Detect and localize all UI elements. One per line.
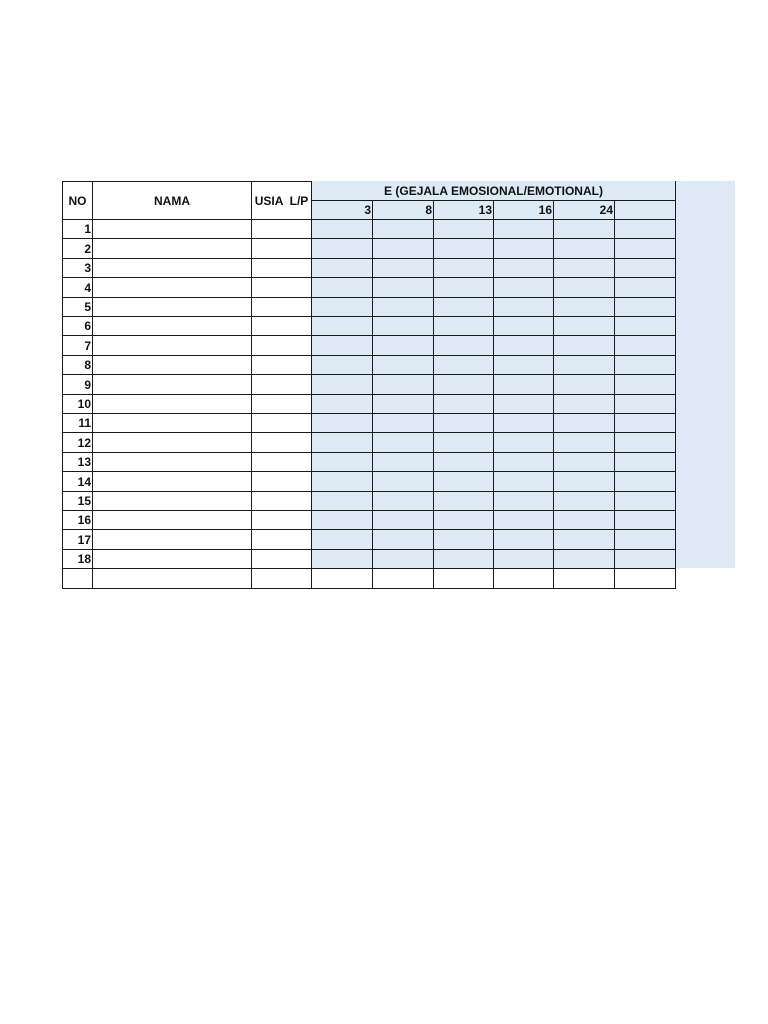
cell-score[interactable]: [615, 317, 676, 336]
cell-score[interactable]: [373, 569, 434, 589]
row-number: 1: [62, 220, 93, 239]
cell-score[interactable]: [615, 453, 676, 472]
cell-score[interactable]: [312, 356, 373, 375]
cell-score[interactable]: [554, 511, 615, 530]
cell-score[interactable]: [615, 220, 676, 239]
row-number: 15: [62, 492, 93, 511]
cell-score[interactable]: [615, 569, 676, 589]
cell-score[interactable]: [494, 278, 554, 298]
header-nama: NAMA: [93, 181, 252, 220]
cell-score[interactable]: [494, 569, 554, 589]
cell-nama[interactable]: [93, 472, 252, 492]
cell-score[interactable]: [554, 336, 615, 356]
cell-score[interactable]: [554, 278, 615, 298]
cell-score[interactable]: [434, 492, 494, 511]
subheader-col-5: 24: [554, 201, 615, 220]
row-number: 12: [62, 433, 93, 453]
cell-usia-lp[interactable]: [252, 433, 312, 453]
cell-score[interactable]: [494, 433, 554, 453]
cell-nama[interactable]: [93, 336, 252, 356]
cell-nama[interactable]: [93, 550, 252, 569]
cell-score[interactable]: [554, 530, 615, 550]
cell-score[interactable]: [615, 278, 676, 298]
cell-score[interactable]: [434, 414, 494, 433]
cell-score[interactable]: [615, 472, 676, 492]
cell-score[interactable]: [373, 453, 434, 472]
cell-score[interactable]: [434, 356, 494, 375]
cell-nama[interactable]: [93, 375, 252, 395]
cell-usia-lp[interactable]: [252, 395, 312, 414]
cell-score[interactable]: [554, 317, 615, 336]
cell-score[interactable]: [615, 239, 676, 259]
cell-score[interactable]: [494, 472, 554, 492]
cell-score[interactable]: [434, 395, 494, 414]
subheader-col-2: 8: [373, 201, 434, 220]
cell-nama[interactable]: [93, 395, 252, 414]
cell-nama[interactable]: [93, 492, 252, 511]
cell-usia-lp[interactable]: [252, 511, 312, 530]
cell-score[interactable]: [494, 550, 554, 569]
cell-nama[interactable]: [93, 278, 252, 298]
cell-score[interactable]: [494, 453, 554, 472]
cell-nama[interactable]: [93, 220, 252, 239]
cell-score[interactable]: [434, 239, 494, 259]
cell-score[interactable]: [312, 259, 373, 278]
cell-score[interactable]: [615, 550, 676, 569]
cell-score[interactable]: [494, 220, 554, 239]
cell-score[interactable]: [312, 414, 373, 433]
cell-score[interactable]: [615, 356, 676, 375]
cell-score[interactable]: [434, 511, 494, 530]
cell-score[interactable]: [312, 278, 373, 298]
cell-score[interactable]: [554, 569, 615, 589]
cell-score[interactable]: [434, 433, 494, 453]
row-number: 13: [62, 453, 93, 472]
cell-score[interactable]: [373, 356, 434, 375]
cell-nama[interactable]: [93, 298, 252, 317]
cell-score[interactable]: [373, 259, 434, 278]
cell-nama[interactable]: [93, 356, 252, 375]
cell-score[interactable]: [494, 239, 554, 259]
cell-score[interactable]: [554, 298, 615, 317]
subheader-col-1: 3: [312, 201, 373, 220]
shaded-column-extension: [675, 181, 735, 568]
cell-score[interactable]: [373, 414, 434, 433]
cell-nama[interactable]: [93, 511, 252, 530]
header-no: NO: [62, 181, 93, 220]
cell-score[interactable]: [373, 220, 434, 239]
cell-score[interactable]: [373, 511, 434, 530]
cell-usia-lp[interactable]: [252, 414, 312, 433]
cell-score[interactable]: [494, 336, 554, 356]
cell-score[interactable]: [373, 550, 434, 569]
cell-score[interactable]: [494, 259, 554, 278]
cell-score[interactable]: [494, 414, 554, 433]
cell-score[interactable]: [312, 472, 373, 492]
cell-score[interactable]: [373, 395, 434, 414]
cell-usia-lp[interactable]: [252, 278, 312, 298]
subheader-col-4: 16: [494, 201, 554, 220]
row-number: 5: [62, 298, 93, 317]
cell-score[interactable]: [494, 511, 554, 530]
cell-score[interactable]: [373, 239, 434, 259]
cell-score[interactable]: [373, 530, 434, 550]
row-number: 9: [62, 375, 93, 395]
cell-score[interactable]: [615, 375, 676, 395]
cell-score[interactable]: [554, 433, 615, 453]
cell-score[interactable]: [434, 472, 494, 492]
cell-score[interactable]: [434, 298, 494, 317]
cell-usia-lp[interactable]: [252, 472, 312, 492]
cell-score[interactable]: [373, 492, 434, 511]
cell-score[interactable]: [615, 414, 676, 433]
row-number: 6: [62, 317, 93, 336]
cell-score[interactable]: [312, 569, 373, 589]
cell-score[interactable]: [615, 259, 676, 278]
cell-nama[interactable]: [93, 569, 252, 589]
cell-usia-lp[interactable]: [252, 356, 312, 375]
row-number: 7: [62, 336, 93, 356]
cell-score[interactable]: [615, 433, 676, 453]
cell-nama[interactable]: [93, 239, 252, 259]
cell-score[interactable]: [373, 375, 434, 395]
row-number: [62, 569, 93, 589]
cell-score[interactable]: [434, 220, 494, 239]
cell-score[interactable]: [373, 298, 434, 317]
cell-nama[interactable]: [93, 317, 252, 336]
cell-score[interactable]: [494, 317, 554, 336]
cell-score[interactable]: [615, 298, 676, 317]
cell-score[interactable]: [494, 375, 554, 395]
row-number: 14: [62, 472, 93, 492]
cell-score[interactable]: [434, 375, 494, 395]
cell-score[interactable]: [312, 239, 373, 259]
cell-usia-lp[interactable]: [252, 336, 312, 356]
subheader-col-6: [615, 201, 676, 220]
cell-score[interactable]: [615, 511, 676, 530]
cell-usia-lp[interactable]: [252, 569, 312, 589]
cell-score[interactable]: [554, 472, 615, 492]
row-number: 3: [62, 259, 93, 278]
cell-score[interactable]: [434, 336, 494, 356]
row-number: 2: [62, 239, 93, 259]
header-usia-lp: USIA L/P: [252, 181, 312, 220]
cell-score[interactable]: [554, 395, 615, 414]
cell-score[interactable]: [312, 453, 373, 472]
cell-score[interactable]: [434, 453, 494, 472]
cell-score[interactable]: [312, 395, 373, 414]
cell-usia-lp[interactable]: [252, 259, 312, 278]
row-number: 10: [62, 395, 93, 414]
row-number: 8: [62, 356, 93, 375]
cell-score[interactable]: [615, 530, 676, 550]
cell-nama[interactable]: [93, 414, 252, 433]
cell-usia-lp[interactable]: [252, 530, 312, 550]
cell-usia-lp[interactable]: [252, 375, 312, 395]
cell-usia-lp[interactable]: [252, 317, 312, 336]
cell-score[interactable]: [373, 336, 434, 356]
cell-usia-lp[interactable]: [252, 550, 312, 569]
cell-score[interactable]: [434, 569, 494, 589]
header-group-emotional: E (GEJALA EMOSIONAL/EMOTIONAL): [312, 181, 676, 201]
cell-score[interactable]: [554, 356, 615, 375]
cell-score[interactable]: [554, 239, 615, 259]
cell-score[interactable]: [312, 511, 373, 530]
cell-score[interactable]: [554, 375, 615, 395]
cell-score[interactable]: [373, 317, 434, 336]
cell-score[interactable]: [373, 472, 434, 492]
cell-score[interactable]: [434, 550, 494, 569]
subheader-col-3: 13: [434, 201, 494, 220]
row-number: 18: [62, 550, 93, 569]
row-number: 11: [62, 414, 93, 433]
data-table: [62, 181, 676, 588]
cell-score[interactable]: [312, 530, 373, 550]
cell-score[interactable]: [554, 259, 615, 278]
cell-score[interactable]: [554, 492, 615, 511]
cell-nama[interactable]: [93, 530, 252, 550]
cell-score[interactable]: [312, 492, 373, 511]
cell-score[interactable]: [312, 298, 373, 317]
cell-score[interactable]: [615, 395, 676, 414]
row-number: 4: [62, 278, 93, 298]
cell-score[interactable]: [554, 414, 615, 433]
cell-nama[interactable]: [93, 259, 252, 278]
cell-score[interactable]: [312, 375, 373, 395]
cell-nama[interactable]: [93, 453, 252, 472]
cell-score[interactable]: [494, 298, 554, 317]
cell-score[interactable]: [434, 317, 494, 336]
cell-usia-lp[interactable]: [252, 453, 312, 472]
cell-score[interactable]: [494, 530, 554, 550]
cell-score[interactable]: [434, 530, 494, 550]
cell-score[interactable]: [494, 356, 554, 375]
cell-usia-lp[interactable]: [252, 298, 312, 317]
cell-score[interactable]: [373, 278, 434, 298]
cell-score[interactable]: [312, 433, 373, 453]
cell-nama[interactable]: [93, 433, 252, 453]
cell-score[interactable]: [373, 433, 434, 453]
cell-score[interactable]: [494, 492, 554, 511]
cell-score[interactable]: [434, 259, 494, 278]
cell-score[interactable]: [615, 336, 676, 356]
cell-score[interactable]: [434, 278, 494, 298]
row-number: 16: [62, 511, 93, 530]
cell-score[interactable]: [312, 317, 373, 336]
cell-usia-lp[interactable]: [252, 492, 312, 511]
cell-score[interactable]: [312, 220, 373, 239]
cell-score[interactable]: [312, 336, 373, 356]
cell-score[interactable]: [494, 395, 554, 414]
row-number: 17: [62, 530, 93, 550]
cell-score[interactable]: [615, 492, 676, 511]
cell-score[interactable]: [554, 453, 615, 472]
cell-score[interactable]: [312, 550, 373, 569]
cell-score[interactable]: [554, 220, 615, 239]
cell-usia-lp[interactable]: [252, 220, 312, 239]
cell-score[interactable]: [554, 550, 615, 569]
cell-usia-lp[interactable]: [252, 239, 312, 259]
